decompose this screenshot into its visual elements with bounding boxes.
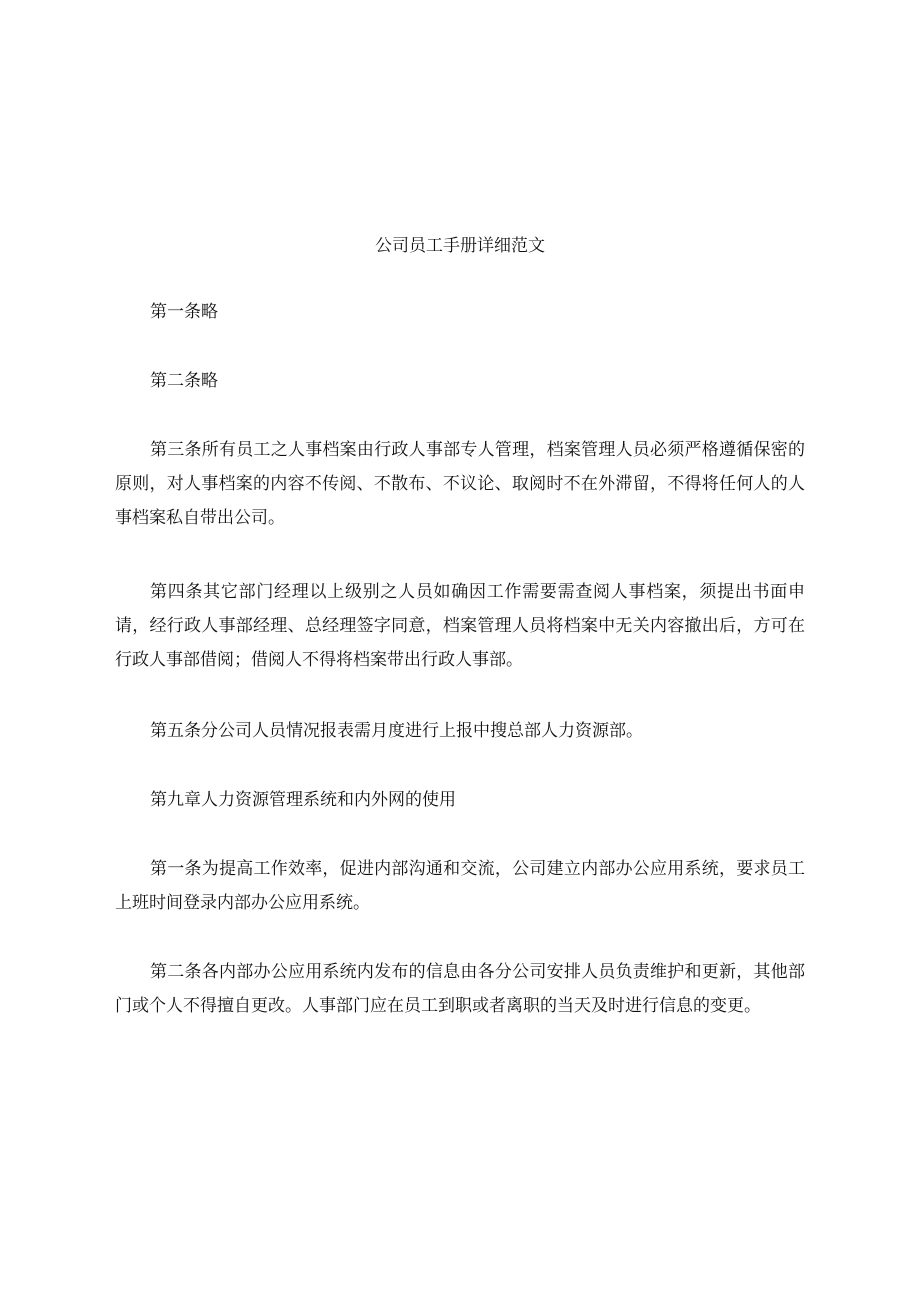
paragraph-article-1: 第一条略 <box>150 302 218 322</box>
paragraph-chapter9-article-1: 第一条为提高工作效率，促进内部沟通和交流，公司建立内部办公应用系统，要求员工上班时间登录内部办公应用系统。 <box>115 859 805 913</box>
paragraph-article-4: 第四条其它部门经理以上级别之人员如确因工作需要需查阅人事档案，须提出书面申请，经行政人事部经理、总经理签字同意，档案管理人员将档案中无关内容撤出后，方可在行政人事部借阅；借阅人不得将档案带出行政人事部。 <box>115 582 805 670</box>
paragraph-article-2: 第二条略 <box>150 371 218 391</box>
paragraph-article-3: 第三条所有员工之人事档案由行政人事部专人管理，档案管理人员必须严格遵循保密的原则，对人事档案的内容不传阅、不散布、不议论、取阅时不在外滞留，不得将任何人的人事档案私自带出公司。 <box>115 440 805 528</box>
paragraph-chapter9-article-2: 第二条各内部办公应用系统内发布的信息由各分公司安排人员负责维护和更新，其他部门或个人不得擅自更改。人事部门应在员工到职或者离职的当天及时进行信息的变更。 <box>115 962 805 1016</box>
document-title: 公司员工手册详细范文 <box>375 236 545 256</box>
paragraph-article-5: 第五条分公司人员情况报表需月度进行上报中搜总部人力资源部。 <box>150 721 643 741</box>
chapter-heading-9: 第九章人力资源管理系统和内外网的使用 <box>150 790 456 810</box>
